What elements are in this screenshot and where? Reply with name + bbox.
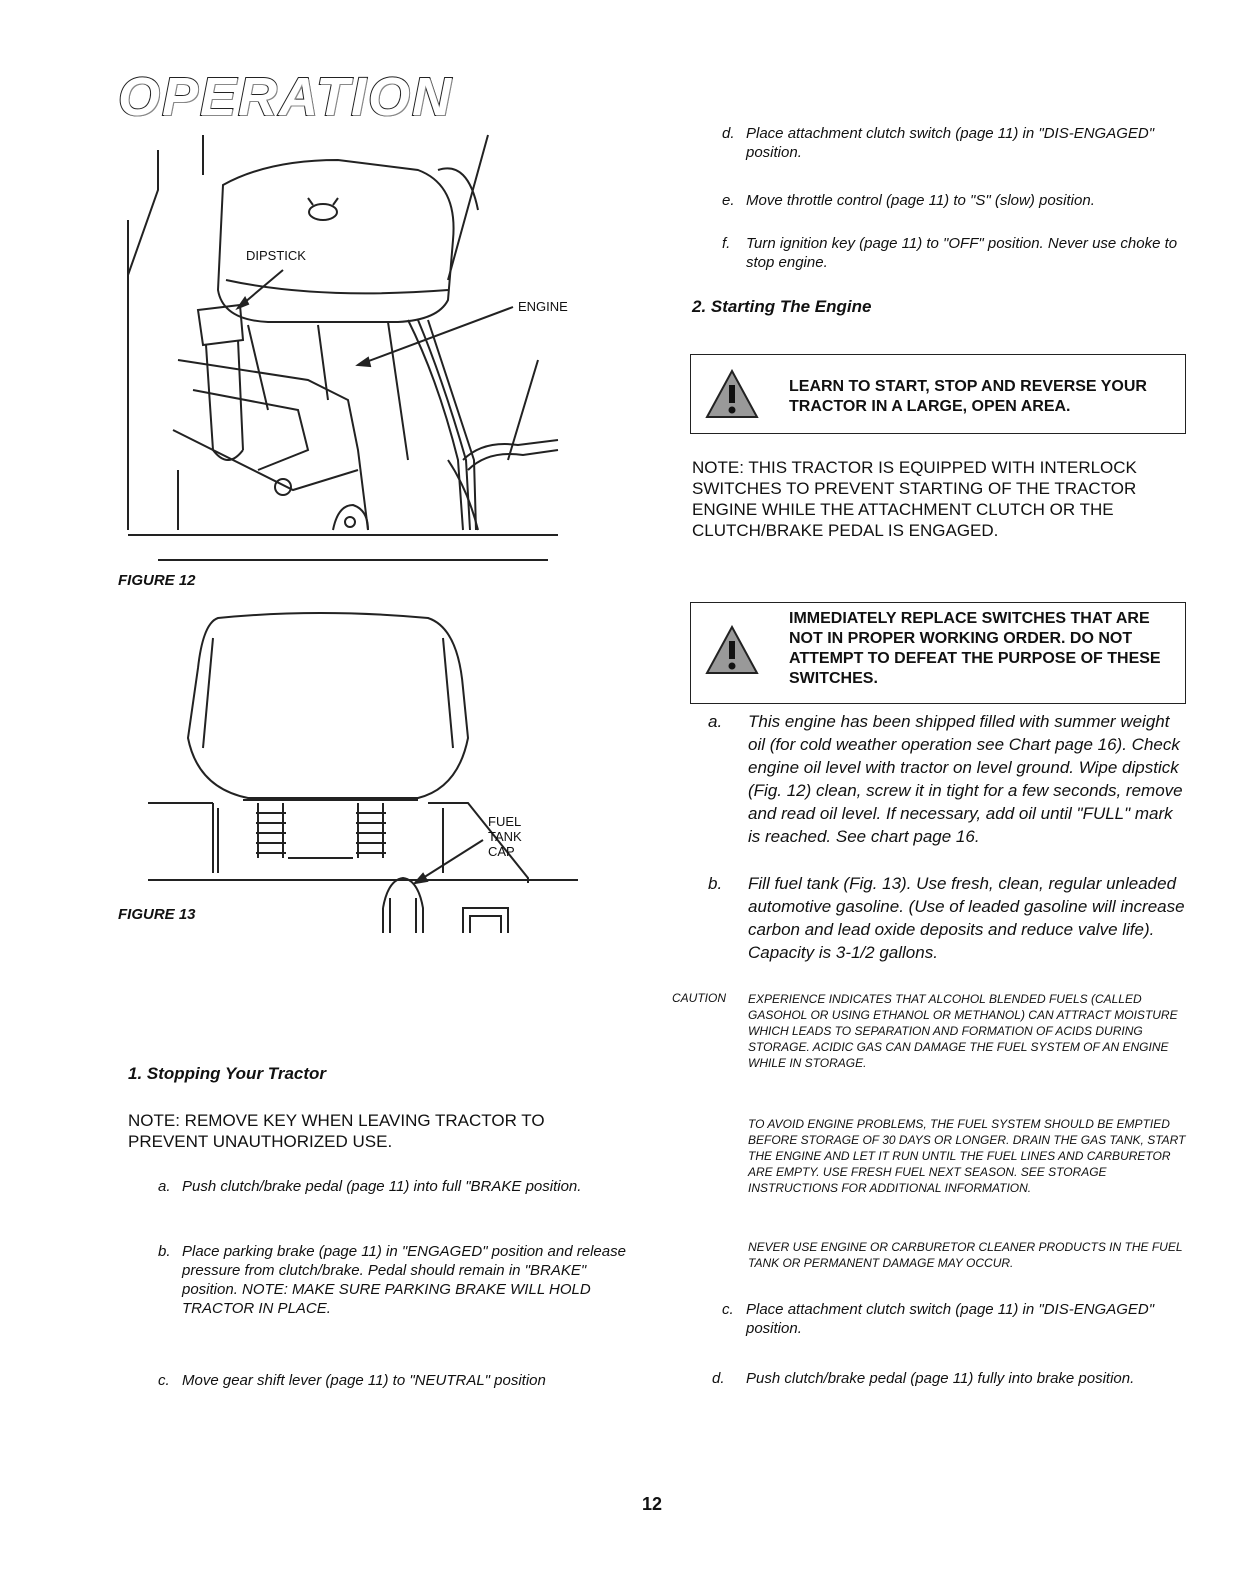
page-title: OPERATION	[118, 67, 454, 127]
stopping-step-a	[158, 1177, 628, 1217]
figure-13-fuel-callout: FUEL	[488, 814, 522, 829]
figure-12-engine-illustration	[118, 130, 598, 570]
interlock-note: NOTE: THIS TRACTOR IS EQUIPPED WITH INTERLOCK SWITCHES TO PREVENT STARTING OF THE TRACTOR ENGINE WHILE THE ATTACHMENT CLUTCH OR THE CLUTCH/BRAKE PEDAL IS ENGAGED.	[692, 458, 1137, 540]
step-label: a.	[158, 1178, 171, 1195]
warning-box-1	[690, 354, 1186, 434]
warning-triangle-icon	[705, 369, 759, 419]
stopping-heading: 1. Stopping Your Tractor	[128, 1064, 327, 1083]
warning-box-2	[690, 602, 1186, 704]
step-label: a.	[708, 712, 723, 731]
figure-12-engine-callout: ENGINE	[518, 299, 568, 314]
step-label: b.	[158, 1243, 171, 1260]
caution-paragraph-1: EXPERIENCE INDICATES THAT ALCOHOL BLENDED FUELS (CALLED GASOHOL OR USING ETHANOL OR METHANOL) CAN ATTRACT MOISTURE WHICH LEADS TO SEPARATION AND FORMATION OF ACIDS DURING STORAGE. ACIDIC GAS CAN DAMAGE THE FUEL SYSTEM OF AN ENGINE WHILE IN STORAGE.	[748, 992, 1178, 1070]
figure-13-tank-callout: TANK	[488, 829, 522, 844]
step-label: c.	[158, 1372, 170, 1389]
caution-label: CAUTION	[672, 991, 726, 1005]
caution-paragraph-2: TO AVOID ENGINE PROBLEMS, THE FUEL SYSTEM SHOULD BE EMPTIED BEFORE STORAGE OF 30 DAYS OR LONGER. DRAIN THE GAS TANK, START THE ENGINE AND LET IT RUN UNTIL THE FUEL LINES AND CARBURETOR ARE EMPTY. USE FRESH FUEL NEXT SEASON. SEE STORAGE INSTRUCTIONS FOR ADDITIONAL INFORMATION.	[748, 1117, 1186, 1195]
step-label: e.	[722, 192, 735, 209]
step-text: Place parking brake (page 11) in "ENGAGED" position and release pressure from clutch/brake. Pedal should remain in "BRAKE" position. NOTE: MAKE SURE PARKING BRAKE WILL HOLD TRACTOR IN PLACE.	[182, 1243, 626, 1317]
step-label: d.	[722, 125, 735, 142]
warning-text-1: LEARN TO START, STOP AND REVERSE YOUR TRACTOR IN A LARGE, OPEN AREA.	[789, 378, 1147, 415]
step-text: Push clutch/brake pedal (page 11) fully into brake position.	[746, 1370, 1135, 1387]
starting-step-c	[722, 1300, 1188, 1340]
stopping-step-c	[158, 1371, 628, 1411]
figure-12-label: FIGURE 12	[118, 572, 196, 589]
caution-paragraph-3: NEVER USE ENGINE OR CARBURETOR CLEANER PRODUCTS IN THE FUEL TANK OR PERMANENT DAMAGE MAY OCCUR.	[748, 1240, 1183, 1270]
starting-step-d	[712, 1369, 1188, 1409]
starting-step-a	[708, 710, 1186, 870]
stopping-note: NOTE: REMOVE KEY WHEN LEAVING TRACTOR TO PREVENT UNAUTHORIZED USE.	[128, 1111, 545, 1151]
stopping-step-d	[722, 124, 1192, 164]
step-text: This engine has been shipped filled with summer weight oil (for cold weather operation see Chart page 16). Check engine oil level with tractor on level ground. Wipe dipstick (Fig. 12) clean, screw it in tight for a few seconds, remove and read oil level. If necessary, add oil until "FULL" mark is reached. See chart page 16.	[748, 712, 1183, 846]
step-label: f.	[722, 235, 731, 252]
step-text: Move gear shift lever (page 11) to "NEUTRAL" position	[182, 1372, 546, 1389]
stopping-step-f	[722, 234, 1192, 274]
stopping-step-b	[158, 1242, 628, 1322]
starting-step-b	[708, 872, 1186, 982]
stopping-step-e	[722, 191, 1192, 213]
step-text: Fill fuel tank (Fig. 13). Use fresh, clean, regular unleaded automotive gasoline. (Use of leaded gasoline will increase carbon and lead oxide deposits and reduce valve life). Capacity is 3-1/2 gallons.	[748, 874, 1185, 962]
figure-12-dipstick-callout: DIPSTICK	[246, 248, 306, 263]
page-number: 12	[642, 1494, 663, 1514]
step-text: Place attachment clutch switch (page 11) in "DIS-ENGAGED" position.	[746, 1301, 1155, 1337]
figure-13-label: FIGURE 13	[118, 906, 196, 923]
step-text: Turn ignition key (page 11) to "OFF" position. Never use choke to stop engine.	[746, 235, 1178, 271]
step-label: b.	[708, 874, 723, 893]
figure-13-fuel-tank-illustration	[118, 608, 598, 938]
figure-13-cap-callout: CAP	[488, 844, 515, 859]
starting-heading: 2. Starting The Engine	[692, 297, 872, 316]
warning-triangle-icon	[705, 625, 759, 675]
step-label: c.	[722, 1301, 734, 1318]
step-label: d.	[712, 1370, 725, 1387]
step-text: Move throttle control (page 11) to "S" (slow) position.	[746, 192, 1095, 209]
warning-text-2: IMMEDIATELY REPLACE SWITCHES THAT ARE NOT IN PROPER WORKING ORDER. DO NOT ATTEMPT TO DEFEAT THE PURPOSE OF THESE SWITCHES.	[789, 610, 1161, 687]
step-text: Push clutch/brake pedal (page 11) into full "BRAKE position.	[182, 1178, 582, 1195]
step-text: Place attachment clutch switch (page 11) in "DIS-ENGAGED" position.	[746, 125, 1155, 161]
